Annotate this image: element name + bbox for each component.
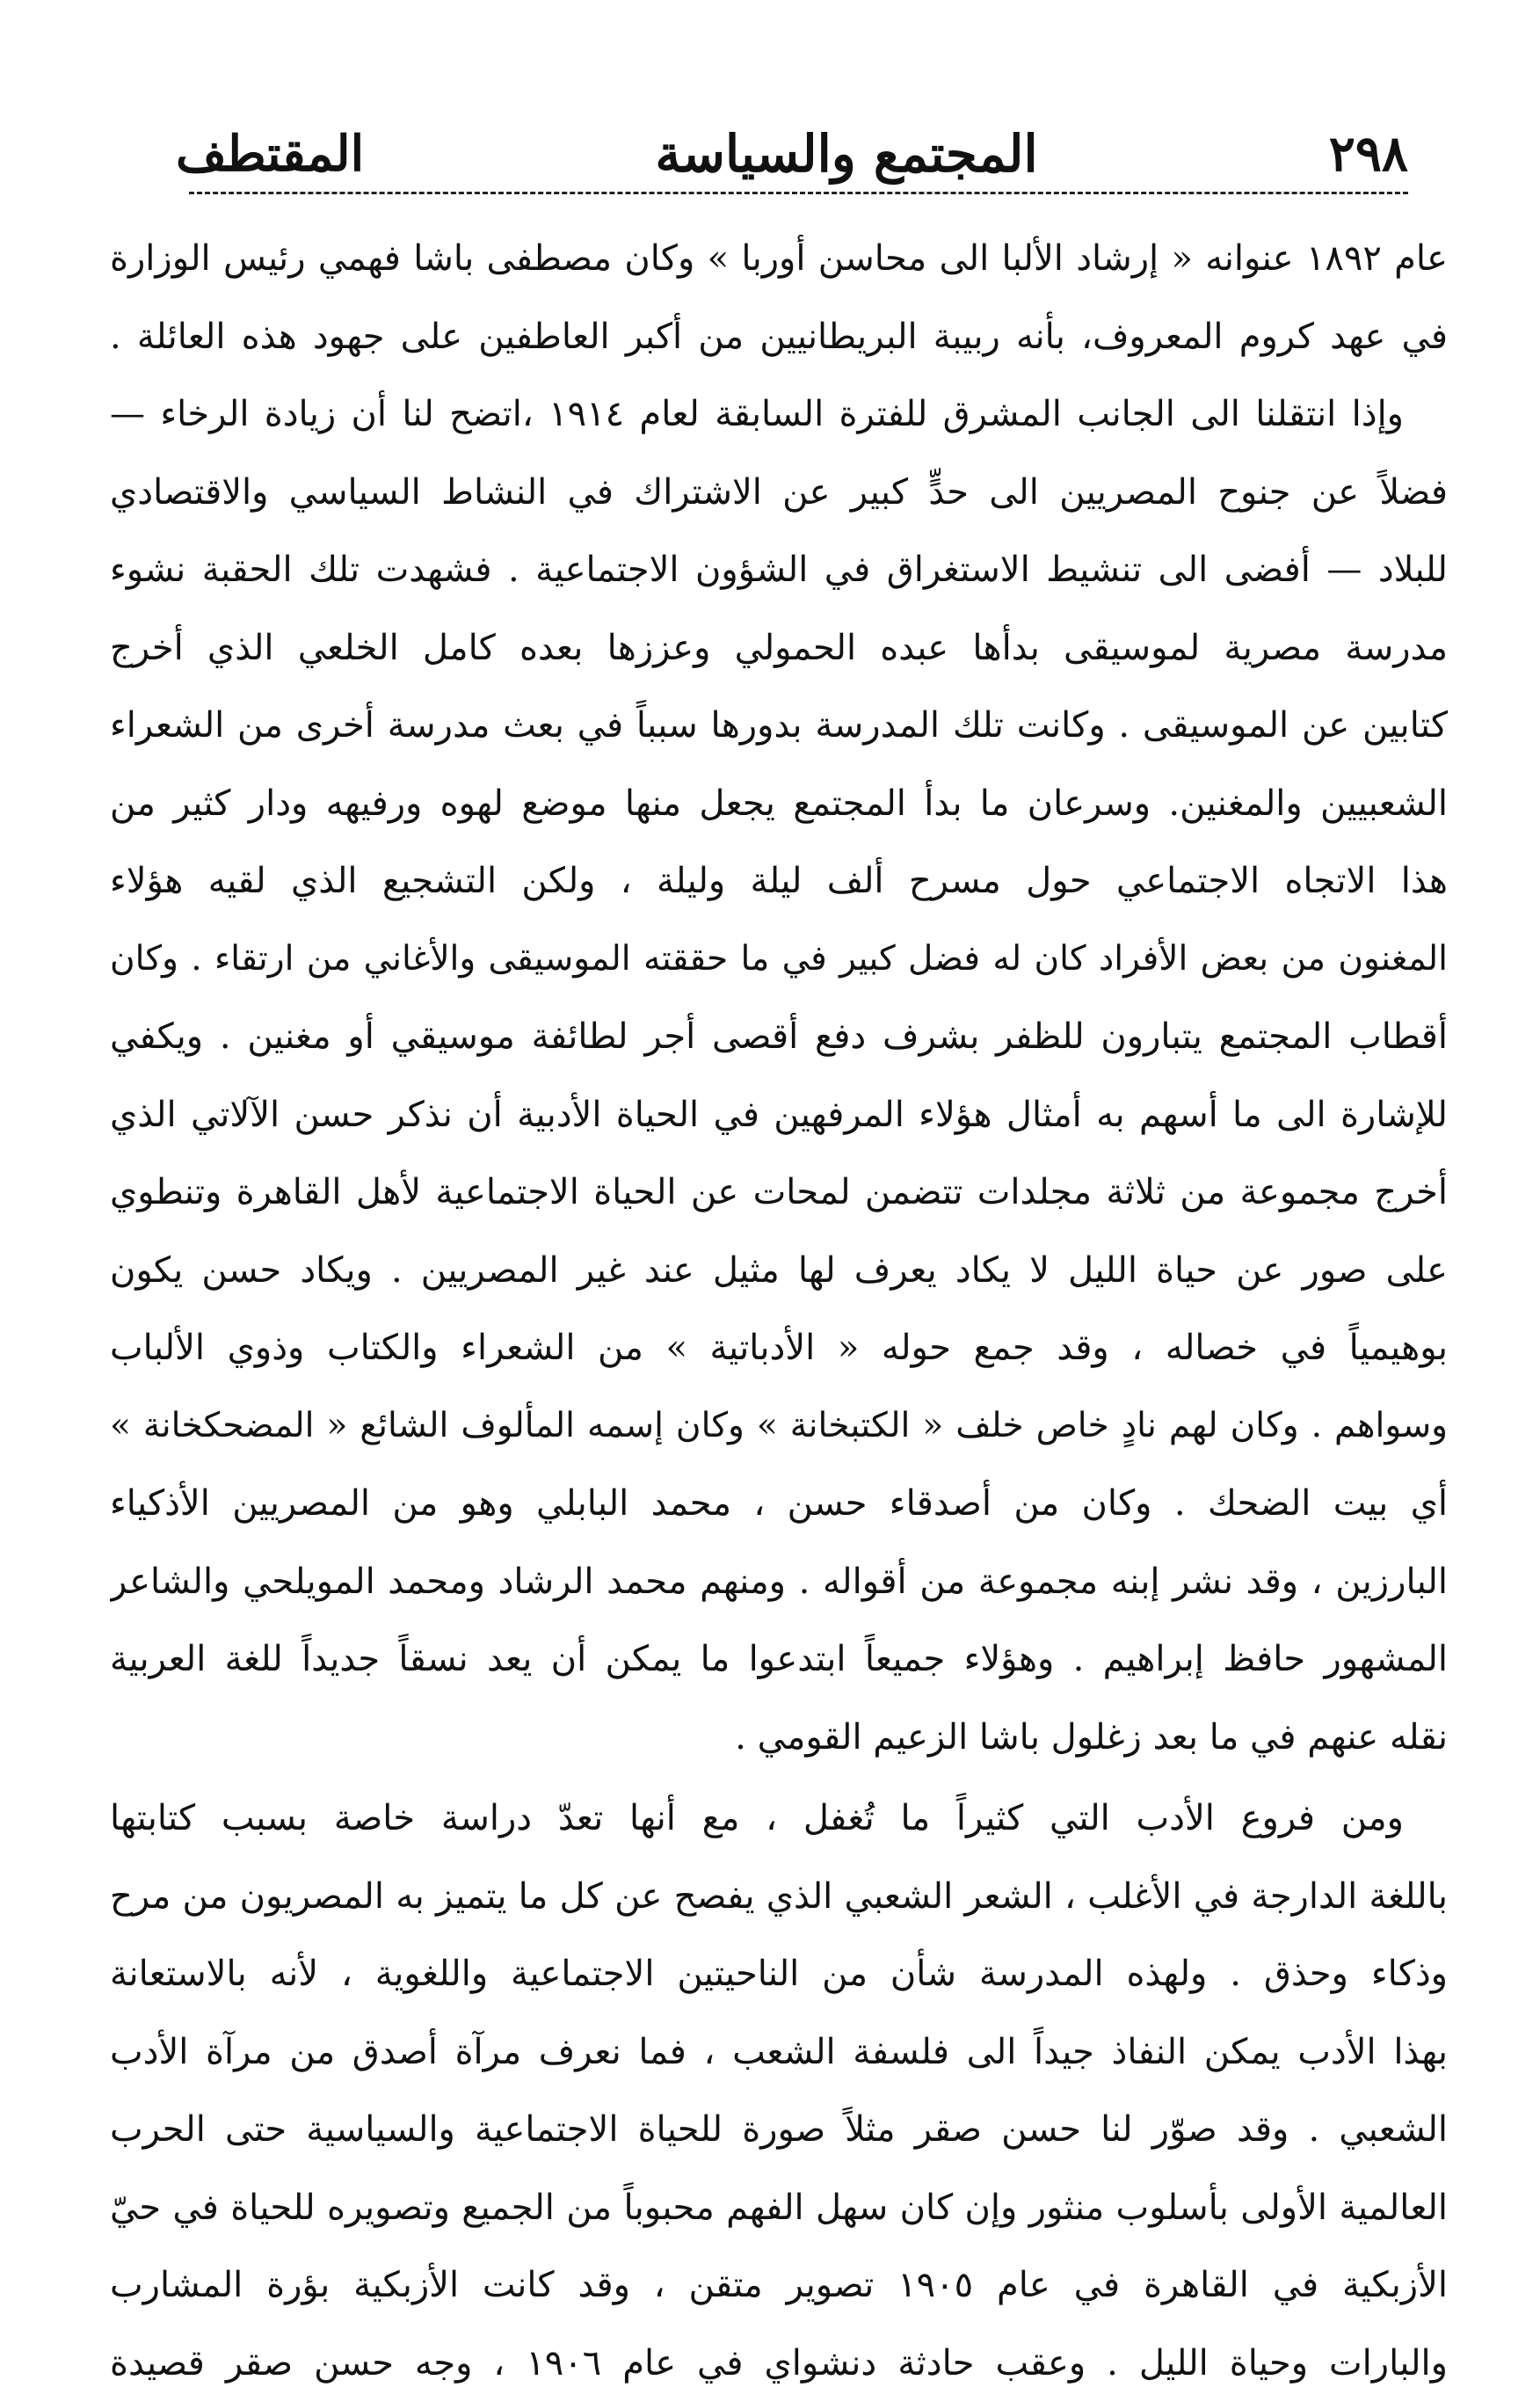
text-line: للإشارة الى ما أسهم به أمثال هؤلاء المرفهين في الحياة الأدبية أن نذكر حسن الآلاتي الذي <box>110 1076 1448 1154</box>
text-line: بوهيمياً في خصاله ، وقد جمع حوله « الأدباتية » من الشعراء والكتاب وذوي الألباب <box>110 1309 1448 1387</box>
header-rule <box>189 192 1408 194</box>
journal-name: المقتطف <box>176 125 364 183</box>
text-line: الشعبيين والمغنين. وسرعان ما بدأ المجتمع يجعل منها موضع لهوه ورفيهه ودار كثير من <box>110 765 1448 843</box>
text-line: وسواهم . وكان لهم نادٍ خاص خلف « الكتبخانة » وكان إسمه المألوف الشائع « المضحكخانة » <box>110 1387 1448 1466</box>
body-text <box>110 220 1448 2402</box>
section-title: المجتمع والسياسة <box>655 124 1037 184</box>
text-line: العالمية الأولى بأسلوب منثور وإن كان سهل الفهم محبوباً من الجميع وتصويره للحياة في حيّ <box>110 2169 1448 2247</box>
text-line: الشعبي . وقد صوّر لنا حسن صقر مثلاً صورة للحياة الاجتماعية والسياسية حتى الحرب <box>110 2091 1448 2169</box>
text-line: باللغة الدارجة في الأغلب ، الشعر الشعبي الذي يفصح عن كل ما يتميز به المصريون من مرح <box>110 1858 1448 1936</box>
text-line: كتابين عن الموسيقى . وكانت تلك المدرسة بدورها سبباً في بعث مدرسة أخرى من الشعراء <box>110 687 1448 765</box>
text-line: ومن فروع الأدب التي كثيراً ما تُغفل ، مع أنها تعدّ دراسة خاصة بسبب كتابتها <box>110 1780 1448 1858</box>
text-line: مدرسة مصرية لموسيقى بدأها عبده الحمولي وعززها بعده كامل الخلعي الذي أخرج <box>110 609 1448 688</box>
text-line: أخرج مجموعة من ثلاثة مجلدات تتضمن لمحات عن الحياة الاجتماعية لأهل القاهرة وتنطوي <box>110 1154 1448 1232</box>
paragraph <box>110 220 1448 1776</box>
text-line: المغنون من بعض الأفراد كان له فضل كبير في ما حققته الموسيقى والأغاني من ارتقاء . وكان <box>110 921 1448 999</box>
text-line: البارزين ، وقد نشر إبنه مجموعة من أقواله . ومنهم محمد الرشاد ومحمد المويلحي والشاعر <box>110 1543 1448 1621</box>
text-line: المشهور حافظ إبراهيم . وهؤلاء جميعاً ابتدعوا ما يمكن أن يعد نسقاً جديداً للغة العربية <box>110 1620 1448 1699</box>
text-line: عام ١٨٩٢ عنوانه « إرشاد الألبا الى محاسن أوربا » وكان مصطفى باشا فهمي رئيس الوزارة <box>110 220 1448 298</box>
text-line: وإذا انتقلنا الى الجانب المشرق للفترة السابقة لعام ١٩١٤ ،اتضح لنا أن زيادة الرخاء — <box>110 375 1448 454</box>
page-number: ٢٩٨ <box>1329 125 1408 183</box>
running-head <box>176 106 1408 202</box>
text-line: هذا الاتجاه الاجتماعي حول مسرح ألف ليلة وليلة ، ولكن التشجيع الذي لقيه هؤلاء <box>110 842 1448 921</box>
text-line: نقله عنهم في ما بعد زغلول باشا الزعيم القومي . <box>110 1699 1448 1777</box>
text-line: فضلاً عن جنوح المصريين الى حدٍّ كبير عن الاشتراك في النشاط السياسي والاقتصادي <box>110 454 1448 532</box>
paragraph <box>110 1780 1448 2402</box>
text-line: أي بيت الضحك . وكان من أصدقاء حسن ، محمد البابلي وهو من المصريين الأذكياء <box>110 1465 1448 1543</box>
text-line: في عهد كروم المعروف، بأنه ربيبة البريطانيين من أكبر العاطفين على جهود هذه العائلة . <box>110 298 1448 376</box>
text-line: والبارات وحياة الليل . وعقب حادثة دنشواي في عام ١٩٠٦ ، وجه حسن صقر قصيدة <box>110 2325 1448 2402</box>
text-line: على صور عن حياة الليل لا يكاد يعرف لها مثيل عند غير المصريين . ويكاد حسن يكون <box>110 1232 1448 1310</box>
text-line: وذكاء وحذق . ولهذه المدرسة شأن من الناحيتين الاجتماعية واللغوية ، لأنه بالاستعانة <box>110 1935 1448 2013</box>
text-line: بهذا الأدب يمكن النفاذ جيداً الى فلسفة الشعب ، فما نعرف مرآة أصدق من مرآة الأدب <box>110 2013 1448 2092</box>
text-line: للبلاد — أفضى الى تنشيط الاستغراق في الشؤون الاجتماعية . فشهدت تلك الحقبة نشوء <box>110 531 1448 609</box>
text-line: أقطاب المجتمع يتبارون للظفر بشرف دفع أقصى أجر لطائفة موسيقي أو مغنين . ويكفي <box>110 998 1448 1076</box>
text-line: الأزبكية في القاهرة في عام ١٩٠٥ تصوير متقن ، وقد كانت الأزبكية بؤرة المشارب <box>110 2246 1448 2325</box>
